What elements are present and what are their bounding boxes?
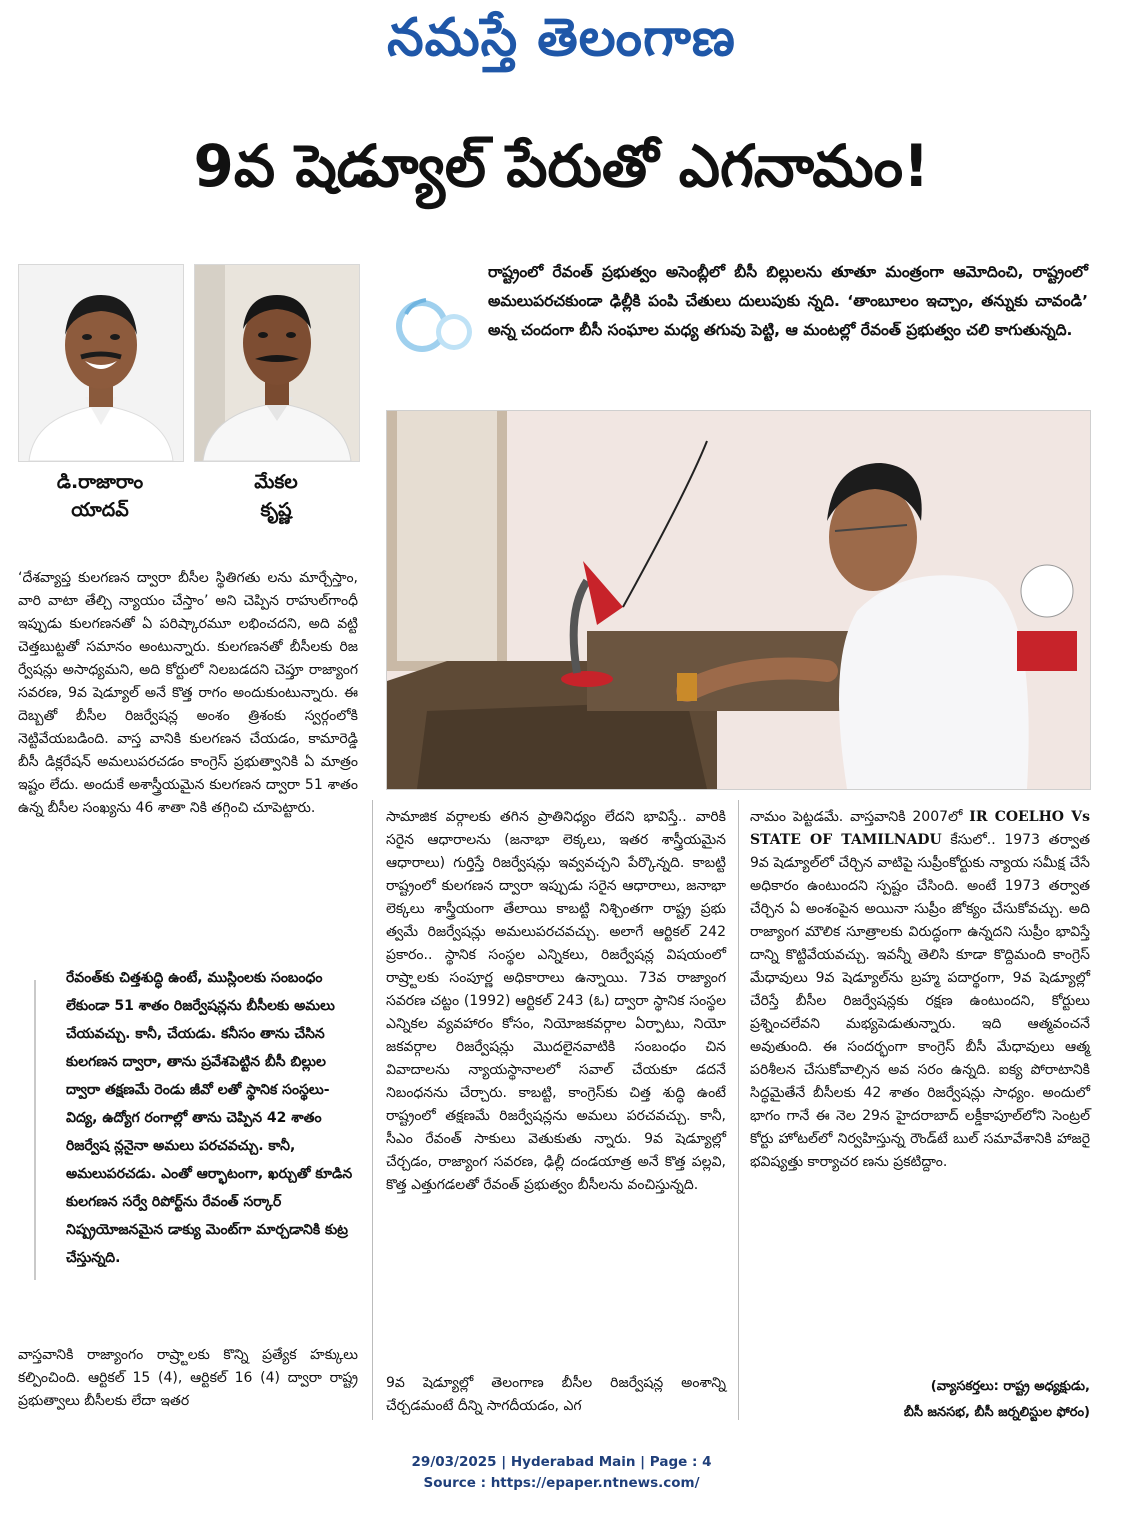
- footer-date-edition: 29/03/2025 | Hyderabad Main | Page : 4: [411, 1454, 712, 1470]
- author-byline: [750, 1374, 1090, 1426]
- newspaper-masthead: నమస్తే తెలంగాణ: [387, 8, 736, 68]
- case-citation: IR COELHO Vs STATE OF TAMILNADU: [750, 809, 1091, 848]
- column-text: కేసులో.. 1973 తర్వాత 9వ షెడ్యూల్‌లో చేర్చిన వాటిపై సుప్రీంకోర్టుకు న్యాయ సమీక్ష చేసే అధికారం ఉంటుందని స్పష్టం చేసింది. అంటే 1973 తర్వాత చేర్చిన ఏ అంశంపైన అయినా సుప్రీం జోక్యం చేసుకోవచ్చు. అది రాజ్యాంగ మౌలిక సూత్రాలకు విరుద్ధంగా ఉన్నదని సుప్రీం భావిస్తే దాన్ని కొట్టివేయవచ్చు. ఇవన్నీ తెలిసి కూడా కొద్దిమంది కాంగ్రెస్ మేధావులు 9వ షెడ్యూల్‌ను బ్రహ్మ పదార్థంగా, 9వ షెడ్యూల్లో చేరిస్తే బీసీల రిజర్వేషన్లకు రక్షణ ఉంటుందని, కోర్టులు ప్రశ్నించలేవని మభ్యపెడుతున్నారు. ఇది ఆత్మవంచనే అవుతుంది. ఈ సందర్భంగా కాంగ్రెస్ బీసీ మేధావులు ఆత్మ పరిశీలన చేసుకోవాల్సిన అవ సరం ఉన్నది. ఐక్య పోరాటానికి సిద్ధమైతేనే బీసీలకు 42 శాతం రిజర్వేషన్లు సాధ్యం. అందులో భాగం గానే ఈ నెల 29న హైదరాబాద్ లక్డీకాపూల్‌లోని సెంట్రల్ కోర్టు హోటల్‌లో నిర్వహిస్తున్న రౌండ్‌టే బుల్ సమావేశానికి హాజరై భవిష్యత్తు కార్యాచర ణను ప్రకటిద్దాం.: [750, 832, 1090, 1170]
- page-footer: [0, 1452, 1123, 1494]
- article-column-1: ‘దేశవ్యాప్త కులగణన ద్వారా బీసీల స్థితిగతు లను మార్చేస్తాం, వారి వాటా తేల్చి న్యాయం చేస్తాం’ అని చెప్పిన రాహుల్‌గాంధీ ఇప్పుడు కులగణనతో ఏ పరిష్కారమూ లభించదని, అది వట్టి చెత్తబుట్టతో సమానం అంటున్నారు. కులగణనతో బీసీలకు రిజ ర్వేషన్లు అసాధ్యమని, అది కోర్టులో నిలబడదని చెప్తూ రాజ్యాంగ సవరణ, 9వ షెడ్యూల్ అనే కొత్త రాగం అందుకుంటున్నారు. ఈ దెబ్బతో బీసీల రిజర్వేషన్ల అంశం త్రిశంకు స్వర్గంలోకి నెట్టివేయబడింది. వాస్త వానికి కులగణన చేయడం, కామారెడ్డి బీసీ డిక్లరేషన్ అమలుపరచడం కాంగ్రెస్ ప్రభుత్వానికి ఏ మాత్రం ఇష్టం లేదు. అందుకే అశాస్త్రీయమైన కులగణన ద్వారా 51 శాతం ఉన్న బీసీల సంఖ్యను 46 శాతా నికి తగ్గించి చూపెట్టారు.: [18, 570, 358, 816]
- caption-line: యాదవ్: [71, 499, 129, 521]
- pull-quote-divider: [34, 980, 36, 1280]
- caption-line: కృష్ణ: [260, 499, 292, 521]
- column-divider: [738, 800, 739, 1420]
- column-text: నామం పెట్టడమే. వాస్తవానికి 2007లో: [750, 809, 970, 825]
- article-headline: 9వ షెడ్యూల్ పేరుతో ఎగనామం!: [193, 132, 930, 200]
- article-column-2-continued: 9వ షెడ్యూల్లో తెలంగాణ బీసీల రిజర్వేషన్ల అంశాన్ని చేర్చడమంటే దీన్ని సాగదీయడం, ఎగ: [386, 1375, 726, 1414]
- author-caption-krishna: [194, 468, 358, 524]
- footer-source-link[interactable]: Source : https://epaper.ntnews.com/: [423, 1475, 700, 1491]
- article-column-1-continued: వాస్తవానికి రాజ్యాంగం రాష్ర్టాలకు కొన్ని ప్రత్యేక హక్కులు కల్పించింది. ఆర్టికల్ 15 (4), ఆర్టికల్ 16 (4) ద్వారా రాష్ట్ర ప్రభుత్వాలు బీసీలకు లేదా ఇతర: [18, 1347, 358, 1409]
- byline-line: బీసీ జనసభ, బీసీ జర్నలిస్టుల ఫోరం): [903, 1405, 1090, 1420]
- article-column-2: సామాజిక వర్గాలకు తగిన ప్రాతినిధ్యం లేదని భావిస్తే.. వారికి సరైన ఆధారాలను (జనాభా లెక్కలు, ఇతర శాస్త్రీయమైన ఆధారాలు) గుర్తిస్తే రిజర్వేషన్లు ఇవ్వవచ్చని పేర్కొన్నది. కాబట్టి రాష్ట్రంలో కులగణన ద్వారా ఇప్పుడు సరైన ఆధారాలు, జనాభా లెక్కలు శాస్త్రీయంగా తేలాయి కాబట్టి నిశ్చింతగా రాష్ట్ర ప్రభు త్వమే రిజర్వేషన్లు అమలుపరచవచ్చు. అలాగే ఆర్టికల్ 242 ప్రకారం.. స్థానిక సంస్థల ఎన్నికలు, రిజర్వేషన్ల విషయంలో రాష్ర్టాలకు సంపూర్ణ అధికారాలు ఉన్నాయి. 73వ రాజ్యాంగ సవరణ చట్టం (1992) ఆర్టికల్ 243 (ఓ) ద్వారా స్థానిక సంస్థల ఎన్నికల వ్యవహారం కోసం, నియోజకవర్గాల ఏర్పాటు, నియో జకవర్గాల రిజర్వేషన్లు మొదలైనవాటికి సంబంధం చిన వివాదాలను న్యాయస్థానాలలో సవాల్ చేయకూ డదనే నిబంధనను చేర్చారు. కాబట్టి, కాంగ్రెస్‌కు చిత్త శుద్ధి ఉంటే రాష్ట్రంలో తక్షణమే రిజర్వేషన్లను అమలు పరచవచ్చు. కానీ, సీఎం రేవంత్ సాకులు వెతుకుతు న్నారు. 9వ షెడ్యూల్లో చేర్చడం, రాజ్యాంగ సవరణ, ఢిల్లీ దండయాత్ర అనే కొత్త పల్లవి, కొత్త ఎత్తుగడలతో రేవంత్ ప్రభుత్వం బీసీలను వంచిస్తున్నది.: [386, 809, 726, 1193]
- pull-quote: రేవంత్‌కు చిత్తశుద్ధి ఉంటే, ముస్లింలకు సంబంధం లేకుండా 51 శాతం రిజర్వేషన్లను బీసీలకు అమలు చేయవచ్చు. కానీ, చేయడు. కనీసం తాను చేసిన కులగణన ద్వారా, తాను ప్రవేశపెట్టిన బీసీ బిల్లుల ద్వారా తక్షణమే రెండు జీవో లతో స్థానిక సంస్థలు-విద్య, ఉద్యోగ రంగాల్లో తాను చెప్పిన 42 శాతం రిజర్వేష న్లనైనా అమలు పరచవచ్చు. కానీ, అమలుపరచడు. ఎంతో ఆర్భాటంగా, ఖర్చుతో కూడిన కులగణన సర్వే రిపోర్ట్‌ను రేవంత్ సర్కార్ నిష్ప్రయోజనమైన డాక్యు మెంట్‌గా మార్చడానికి కుట్ర చేస్తున్నది.: [66, 970, 353, 1266]
- caption-line: డి.రాజారాం: [56, 471, 144, 493]
- caption-line: మేకల: [254, 471, 298, 493]
- author-caption-rajaram: [18, 468, 182, 524]
- author-photo-rajaram: [18, 264, 184, 462]
- article-intro: రాష్ట్రంలో రేవంత్ ప్రభుత్వం అసెంబ్లీలో బీసీ బిల్లులను తూతూ మంత్రంగా ఆమోదించి, రాష్ట్రంలో అమలుపరచకుండా ఢిల్లీకి పంపి చేతులు దులుపుకు న్నది. ‘తాంబూలం ఇచ్చాం, తన్నుకు చావండి’ అన్న చందంగా బీసీ సంఘాల మధ్య తగువు పెట్టి, ఆ మంటల్లో రేవంత్ ప్రభుత్వం చలి కాగుతున్నది.: [488, 263, 1088, 339]
- decorative-bubble-icon: [392, 284, 482, 364]
- article-column-3: [750, 806, 1090, 1174]
- article-main-photo: [386, 410, 1091, 790]
- column-divider: [372, 800, 373, 1420]
- author-photo-krishna: [194, 264, 360, 462]
- byline-line: (వ్యాసకర్తలు: రాష్ట్ర అధ్యక్షుడు,: [930, 1379, 1090, 1394]
